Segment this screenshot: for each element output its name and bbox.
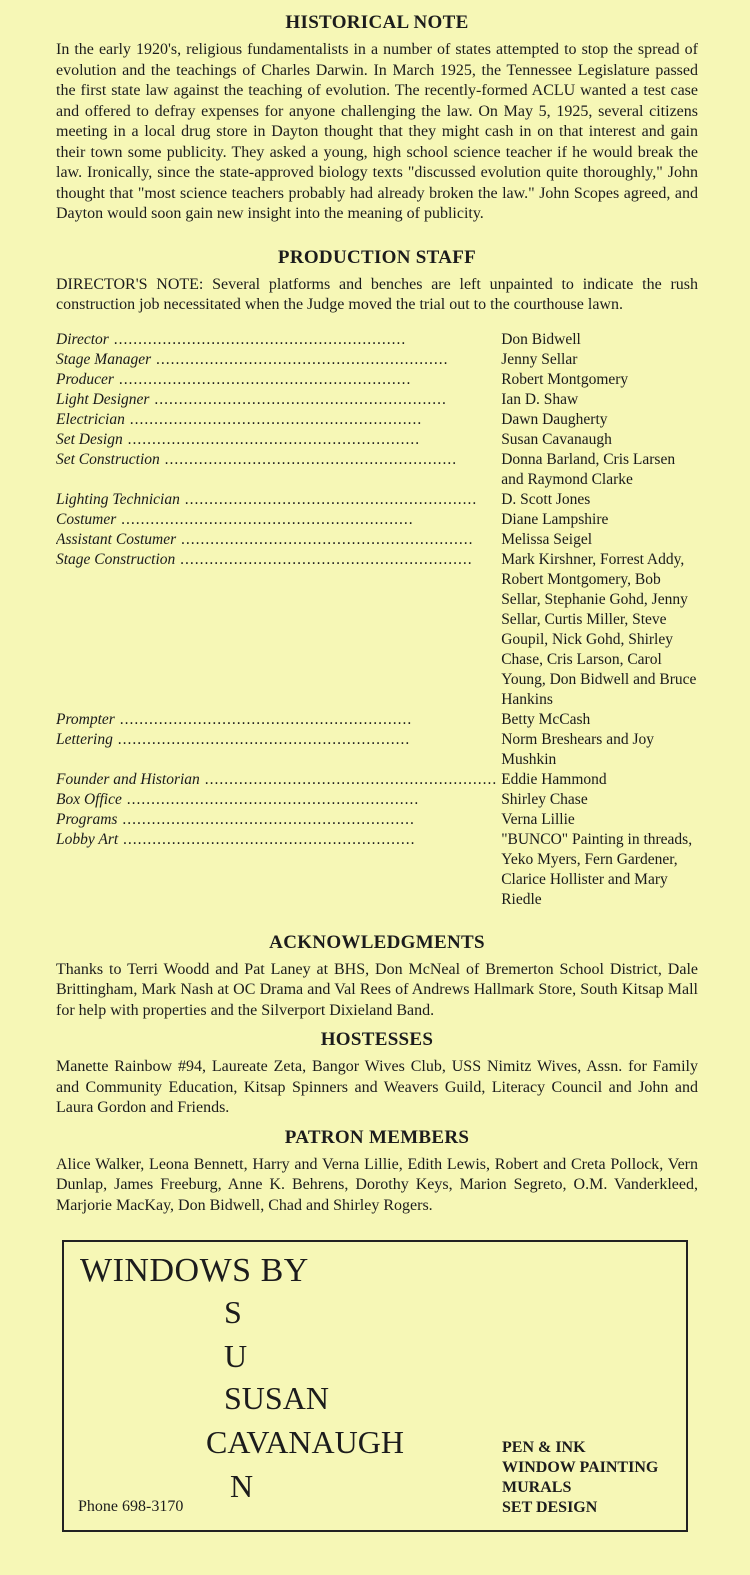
staff-name: Dawn Daugherty: [501, 410, 608, 428]
staff-role-label: Programs: [56, 810, 118, 828]
staff-row: [56, 430, 698, 450]
leader-dots: ............................................................: [121, 790, 420, 808]
staff-name: Mark Kirshner, Forrest Addy, Robert Montgomery, Bob Sellar, Stephanie Gohd, Jenny Sellar, Curtis Miller, Steve Goupil, Nick Gohd, Shirley Chase, Cris Larson, Carol Young, Don Bidwell and Bruce Hankins: [501, 550, 697, 708]
staff-row: [56, 530, 698, 550]
staff-role-label: Producer: [56, 370, 114, 388]
ad-service: WINDOW PAINTING: [502, 1459, 659, 1476]
staff-row: [56, 450, 698, 490]
staff-role-label: Set Design: [56, 430, 123, 448]
staff-role: [56, 450, 497, 490]
staff-list: [56, 330, 698, 910]
staff-role-label: Founder and Historian: [56, 770, 200, 788]
staff-role-label: Stage Construction: [56, 550, 176, 568]
staff-name: Shirley Chase: [501, 790, 588, 808]
staff-row: [56, 370, 698, 390]
ad-service: SET DESIGN: [502, 1499, 598, 1516]
staff-role: [56, 810, 497, 830]
historical-note-text: In the early 1920's, religious fundamentalists in a number of states attempted to stop the spread of evolution and the teachings of Charles Darwin. In March 1925, the Tennessee Legislature passed the first state law against the teaching of evolution. The recently-formed ACLU wanted a test case and offered to defray expenses for anyone challenging the law. On May 5, 1925, several citizens meeting in a local drug store in Dayton thought that they might cash in on that interest and gain their town some publicity. They asked a young, high school science teacher if he would break the law. Ironically, since the state-approved biology texts "discussed evolution quite thoroughly," John thought that "most science teachers probably had already broken the law." John Scopes agreed, and Dayton would soon gain new insight into the meaning of publicity.: [56, 41, 698, 222]
staff-name: Susan Cavanaugh: [501, 430, 612, 448]
staff-role: [56, 530, 497, 550]
staff-name: Don Bidwell: [501, 330, 581, 348]
leader-dots: ............................................................: [113, 370, 412, 388]
leader-dots: ............................................................: [112, 730, 411, 748]
leader-dots: ............................................................: [114, 710, 413, 728]
staff-role: [56, 710, 497, 730]
leader-dots: ............................................................: [175, 550, 473, 568]
ad-service: MURALS: [502, 1479, 572, 1496]
patron-members-text: Alice Walker, Leona Bennett, Harry and Verna Lillie, Edith Lewis, Robert and Creta Pollock, Vern Dunlap, James Freeburg, Anne K. Behrens, Dorothy Keys, Marion Segreto, O.M. Vanderkleed, Marjorie MacKay, Don Bidwell, Chad and Shirley Rogers.: [56, 1155, 698, 1214]
staff-role: [56, 410, 497, 430]
staff-role: [56, 730, 497, 770]
hostesses-text: Manette Rainbow #94, Laureate Zeta, Bangor Wives Club, USS Nimitz Wives, Assn. for Family and Community Education, Kitsap Spinners and Weavers Guild, Literacy Council and John and Laura Gordon and Friends.: [56, 1058, 698, 1116]
staff-role: [56, 350, 497, 370]
staff-role: [56, 430, 497, 450]
staff-role: [56, 370, 497, 390]
staff-role-label: Prompter: [56, 710, 115, 728]
ad-first-name: SUSAN: [224, 1380, 329, 1416]
staff-role: [56, 790, 497, 810]
staff-role: [56, 770, 497, 790]
leader-dots: ............................................................: [117, 810, 415, 828]
staff-role: [56, 390, 497, 410]
staff-name: Norm Breshears and Joy Mushkin: [501, 730, 655, 768]
leader-dots: ............................................................: [118, 830, 416, 848]
staff-row: [56, 330, 698, 350]
ad-headline: WINDOWS BY: [80, 1252, 309, 1289]
leader-dots: ............................................................: [159, 450, 458, 468]
staff-name: Verna Lillie: [501, 810, 575, 828]
hostesses-heading: HOSTESSES: [320, 1029, 434, 1050]
staff-name: Melissa Seigel: [501, 530, 593, 548]
staff-row: [56, 710, 698, 730]
staff-name: Eddie Hammond: [501, 770, 607, 788]
staff-role-label: Assistant Costumer: [56, 530, 177, 548]
windows-by-susan-ad: [62, 1240, 688, 1532]
staff-name: Donna Barland, Cris Larsen and Raymond Clarke: [501, 450, 676, 488]
staff-role: [56, 510, 497, 530]
staff-row: [56, 830, 698, 910]
directors-note: DIRECTOR'S NOTE: Several platforms and benches are left unpainted to indicate the rush construction job necessitated when the Judge moved the trial out to the courthouse lawn.: [56, 275, 698, 313]
ad-letter-s: S: [224, 1294, 242, 1330]
staff-role: [56, 830, 497, 910]
staff-row: [56, 810, 698, 830]
staff-name: Robert Montgomery: [501, 370, 629, 388]
staff-role: [56, 330, 497, 350]
staff-role-label: Director: [56, 330, 109, 348]
staff-role-label: Stage Manager: [56, 350, 152, 368]
staff-row: [56, 790, 698, 810]
ad-services: [502, 1438, 658, 1518]
leader-dots: ............................................................: [176, 530, 474, 548]
staff-row: [56, 410, 698, 430]
staff-row: [56, 350, 698, 370]
staff-role-label: Lettering: [56, 730, 113, 748]
acknowledgments-text: Thanks to Terri Woodd and Pat Laney at BHS, Don McNeal of Bremerton School District, Dale Brittingham, Mark Nash at OC Drama and Val Rees of Andrews Hallmark Store, South Kitsap Mall for help with properties and the Silverport Dixieland Band.: [56, 960, 698, 1019]
leader-dots: ............................................................: [122, 430, 421, 448]
staff-row: [56, 730, 698, 770]
staff-role-label: Box Office: [56, 790, 122, 808]
staff-row: [56, 770, 698, 790]
leader-dots: ............................................................: [124, 410, 423, 428]
staff-row: [56, 510, 698, 530]
staff-name: Diane Lampshire: [501, 510, 609, 528]
staff-row: [56, 550, 698, 710]
leader-dots: ............................................................: [116, 510, 414, 528]
staff-role-label: Set Construction: [56, 450, 160, 468]
staff-role-label: Lobby Art: [56, 830, 119, 848]
leader-dots: ............................................................: [149, 390, 447, 408]
ad-last-name: CAVANAUGH: [206, 1424, 404, 1460]
leader-dots: ............................................................: [108, 330, 407, 348]
staff-role-label: Electrician: [56, 410, 125, 428]
leader-dots: ............................................................: [179, 490, 478, 508]
staff-name: "BUNCO" Painting in threads, Yeko Myers, Fern Gardener, Clarice Hollister and Mary Riedle: [501, 830, 693, 908]
production-staff-heading: PRODUCTION STAFF: [277, 246, 477, 268]
acknowledgments-heading: ACKNOWLEDGMENTS: [269, 931, 485, 953]
staff-row: [56, 390, 698, 410]
staff-role-label: Lighting Technician: [56, 490, 180, 508]
staff-role: [56, 550, 497, 710]
staff-name: Betty McCash: [501, 710, 591, 728]
staff-name: D. Scott Jones: [501, 490, 591, 508]
staff-role: [56, 490, 497, 510]
staff-row: [56, 490, 698, 510]
ad-letter-u: U: [224, 1338, 248, 1374]
ad-letter-n: N: [230, 1468, 254, 1504]
leader-dots: ............................................................: [151, 350, 449, 368]
historical-note-heading: HISTORICAL NOTE: [285, 12, 469, 33]
patron-members-heading: PATRON MEMBERS: [284, 1126, 470, 1148]
staff-role-label: Costumer: [56, 510, 117, 528]
staff-name: Jenny Sellar: [501, 350, 578, 368]
leader-dots: ............................................................: [199, 770, 498, 788]
staff-name: Ian D. Shaw: [501, 390, 579, 408]
staff-role-label: Light Designer: [56, 390, 150, 408]
ad-service: PEN & INK: [502, 1439, 586, 1456]
ad-phone: Phone 698-3170: [78, 1498, 184, 1515]
